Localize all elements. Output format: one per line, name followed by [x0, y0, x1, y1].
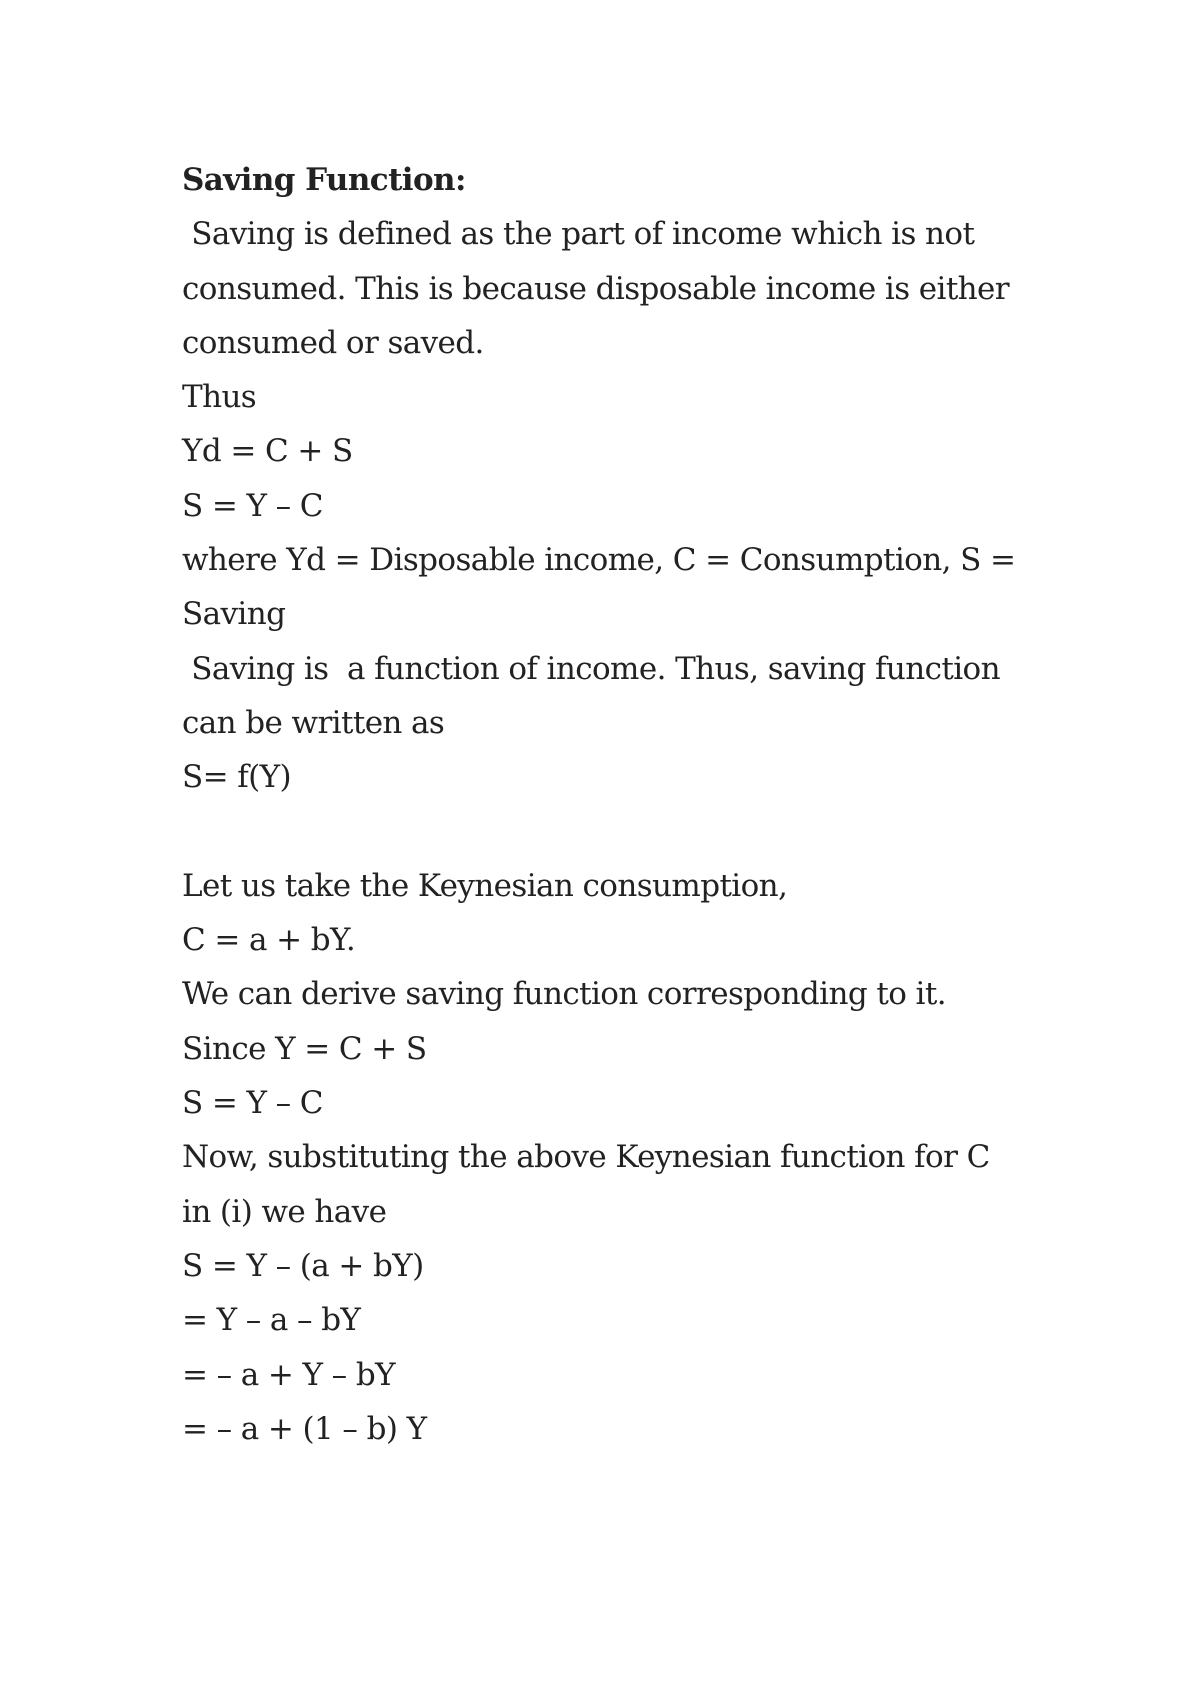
text-line: Let us take the Keynesian consumption, — [182, 867, 788, 904]
equation-line: Since Y = C + S — [182, 1030, 427, 1067]
text-line: We can derive saving function corresponding to it. — [182, 976, 946, 1013]
text-line: Thus — [182, 379, 257, 416]
text-line: where Yd = Disposable income, C = Consumption, S = — [182, 542, 1016, 579]
blank-line — [182, 805, 1042, 859]
text-line: Saving — [182, 596, 286, 633]
equation-line: S = Y – (a + bY) — [182, 1247, 424, 1284]
equation-line: S = Y – C — [182, 487, 323, 524]
text-line: Saving is defined as the part of income which is not — [182, 216, 975, 253]
equation-line: S= f(Y) — [182, 759, 291, 796]
text-line: consumed or saved. — [182, 324, 484, 361]
equation-line: S = Y – C — [182, 1085, 323, 1122]
text-line: consumed. This is because disposable income is either — [182, 270, 1010, 307]
equation-line: = Y – a – bY — [182, 1302, 361, 1339]
text-line: Now, substituting the above Keynesian function for C — [182, 1139, 990, 1176]
equation-line: C = a + bY. — [182, 922, 356, 959]
document-page — [182, 153, 1042, 1456]
equation-line: = – a + Y – bY — [182, 1356, 395, 1393]
text-line: Saving is a function of income. Thus, saving function — [182, 650, 1000, 687]
equation-line: Yd = C + S — [182, 433, 353, 470]
equation-line: = – a + (1 – b) Y — [182, 1410, 427, 1447]
text-line: can be written as — [182, 704, 445, 741]
document-title: Saving Function: — [182, 162, 466, 198]
text-line: in (i) we have — [182, 1193, 387, 1230]
